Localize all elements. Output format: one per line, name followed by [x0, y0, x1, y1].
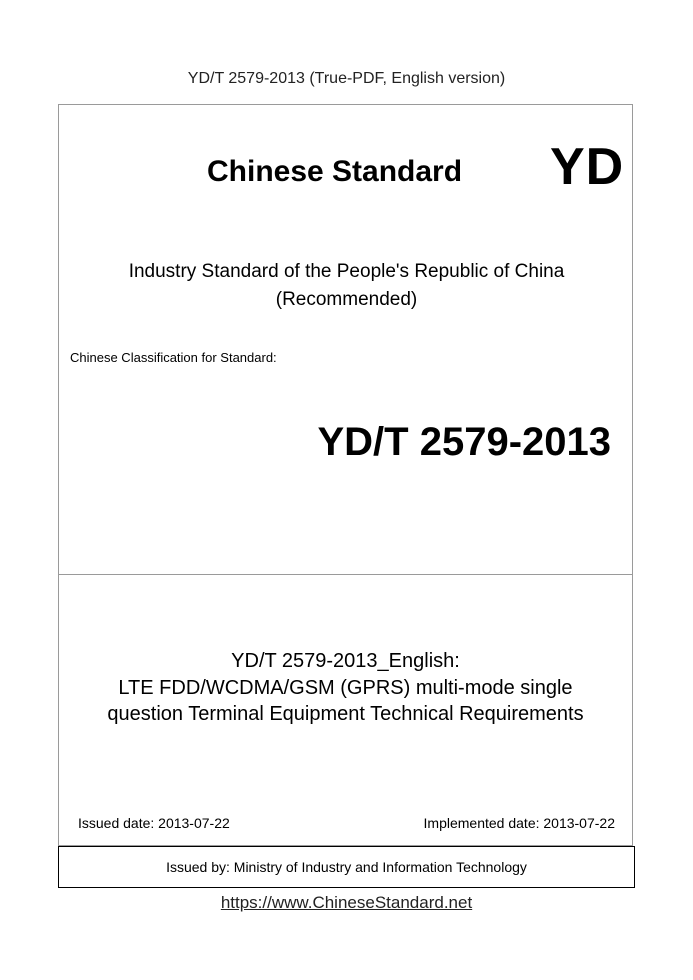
industry-standard-statement [0, 258, 693, 314]
classification-label: Chinese Classification for Standard: [70, 350, 277, 365]
cover-heading: Chinese Standard [207, 155, 463, 188]
implemented-date: Implemented date: 2013-07-22 [423, 815, 615, 831]
issued-date: Issued date: 2013-07-22 [78, 815, 230, 831]
title-line-1: YD/T 2579-2013_English: [231, 650, 460, 672]
industry-line-1: Industry Standard of the People's Republic of China [128, 261, 565, 282]
title-line-3: question Terminal Equipment Technical Requirements [107, 703, 584, 725]
industry-line-2: (Recommended) [275, 289, 418, 310]
title-line-2: LTE FDD/WCDMA/GSM (GPRS) multi-mode single [118, 676, 573, 699]
document-title [58, 648, 633, 728]
issuer-box [58, 846, 635, 888]
document-header: YD/T 2579-2013 (True-PDF, English version) [187, 70, 506, 87]
website-link[interactable]: https://www.ChineseStandard.net [220, 893, 473, 912]
website-footer [0, 893, 693, 913]
issuer-text: Issued by: Ministry of Industry and Information Technology [166, 859, 527, 875]
standard-code: YD [550, 138, 625, 196]
standard-number: YD/T 2579-2013 [317, 420, 611, 464]
